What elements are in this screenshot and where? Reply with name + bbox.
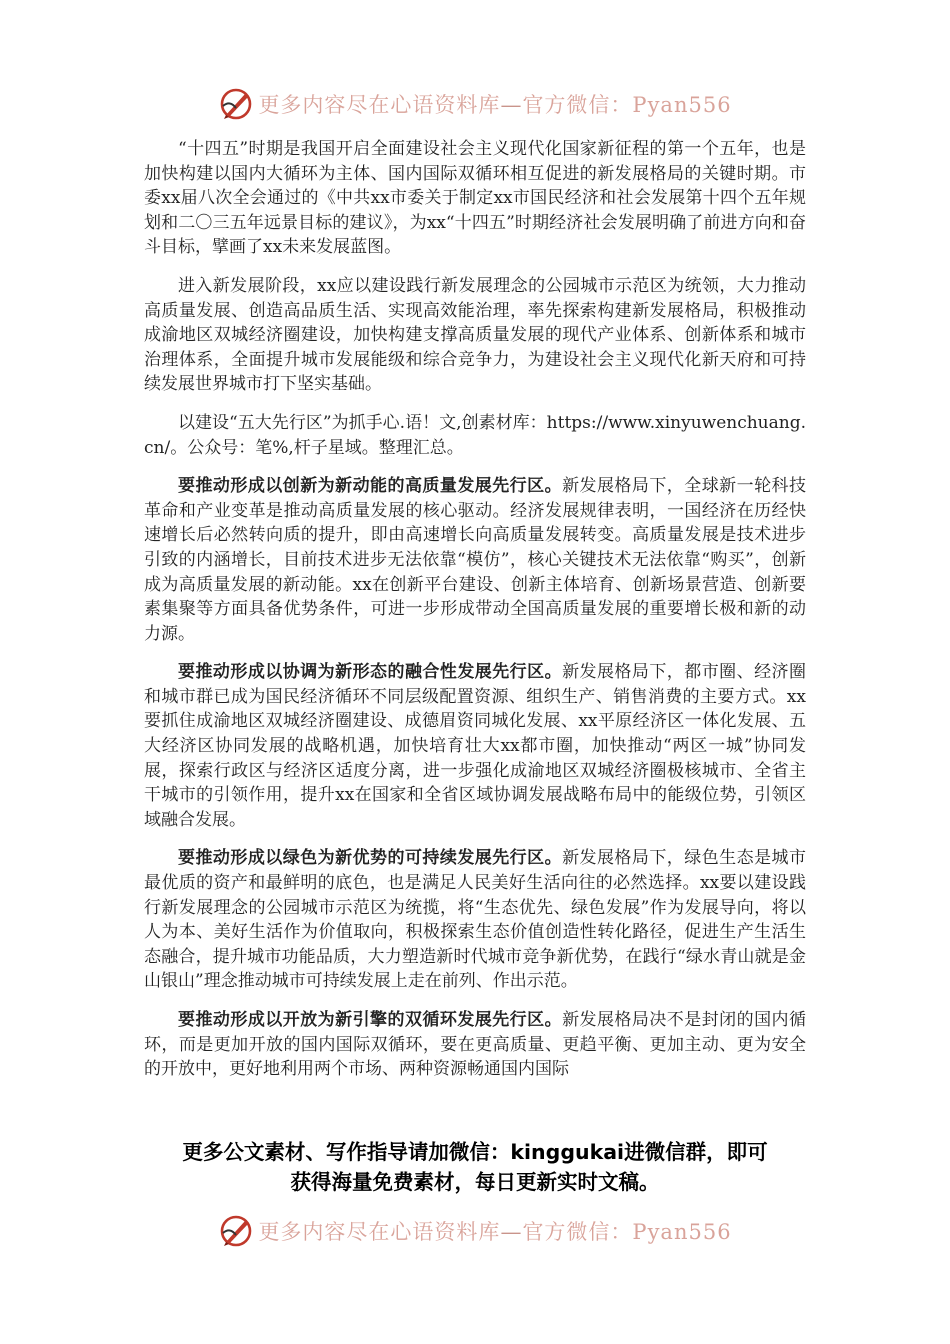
- paragraph-text: 以建设“五大先行区”为抓手心.语！文,创素材库：https://www.xinyuwenchuang.cn/。公众号：笔%,杆子星域。整理汇总。: [144, 412, 806, 458]
- paragraph-text: 进入新发展阶段，xx应以建设践行新发展理念的公园城市示范区为统领，大力推动高质量发展、创造高品质生活、实现高效能治理，率先探索构建新发展格局，积极推动成渝地区双城经济圈建设，加快构建支撑高质量发展的现代产业体系、创新体系和城市治理体系，全面提升城市发展能级和综合竞争力，为建设社会主义现代化新天府和可持续发展世界城市打下坚实基础。: [144, 275, 806, 395]
- article-body: [144, 137, 806, 1276]
- paragraph-lead: 要推动形成以创新为新动能的高质量发展先行区。: [178, 476, 563, 497]
- paragraph-lead: 要推动形成以协调为新形态的融合性发展先行区。: [178, 662, 563, 683]
- banner-text: 更多内容尽在心语资料库—官方微信：Pyan556: [258, 1220, 732, 1244]
- paragraph: [144, 1008, 806, 1082]
- paragraph-text: 新发展格局下，都市圈、经济圈和城市群已成为国民经济循环不同层级配置资源、组织生产、销售消费的主要方式。xx要抓住成渝地区双城经济圈建设、成德眉资同城化发展、xx平原经济区一体化发展、五大经济区协同发展的战略机遇，加快培育壮大xx都市圈，加快推动“两区一城”协同发展，探索行政区与经济区适度分离，进一步强化成渝地区双城经济圈极核城市、全省主干城市的引领作用，提升xx在国家和全省区域协调发展战略布局中的能级位势，引领区域融合发展。: [144, 662, 806, 830]
- header-banner: [0, 82, 950, 126]
- paragraph-text: 新发展格局决不是封闭的国内循环，而是更加开放的国内国际双循环，要在更高质量、更趋平衡、更加主动、更为安全的开放中，更好地利用两个市场、两种资源畅通国内国际: [144, 1010, 806, 1080]
- footer-banner: [0, 1209, 950, 1253]
- paragraph: [144, 411, 806, 460]
- promo-line-2: 获得海量免费素材，每日更新实时文稿。: [290, 1170, 660, 1194]
- banner-text: 更多内容尽在心语资料库—官方微信：Pyan556: [258, 93, 732, 117]
- pen-logo-icon: [218, 1213, 254, 1249]
- paragraph-lead: 要推动形成以绿色为新优势的可持续发展先行区。: [178, 848, 563, 869]
- promo-notice: [140, 1137, 810, 1197]
- promo-line-1: 更多公文素材、写作指导请加微信：kinggukai进微信群，即可: [182, 1140, 768, 1164]
- paragraph-text: 新发展格局下，绿色生态是城市最优质的资产和最鲜明的底色，也是满足人民美好生活向往的必然选择。xx要以建设践行新发展理念的公园城市示范区为统揽，将“生态优先、绿色发展”作为发展导向，将以人为本、美好生活作为价值取向，积极探索生态价值创造性转化路径，促进生产生活生态融合，提升城市功能品质，大力塑造新时代城市竞争新优势，在践行“绿水青山就是金山银山”理念推动城市可持续发展上走在前列、作出示范。: [144, 848, 806, 992]
- paragraph: [144, 474, 806, 646]
- paragraph-text: 新发展格局下，全球新一轮科技革命和产业变革是推动高质量发展的核心驱动。经济发展规律表明，一国经济在历经快速增长后必然转向质的提升，即由高速增长向高质量发展转变。高质量发展是技术进步引致的内涵增长，目前技术进步无法依靠“模仿”，核心关键技术无法依靠“购买”，创新成为高质量发展的新动能。xx在创新平台建设、创新主体培育、创新场景营造、创新要素集聚等方面具备优势条件，可进一步形成带动全国高质量发展的重要增长极和新的动力源。: [144, 476, 806, 644]
- paragraph: [144, 846, 806, 994]
- paragraph: [144, 660, 806, 832]
- pen-logo-icon: [218, 86, 254, 122]
- paragraph-text: “十四五”时期是我国开启全面建设社会主义现代化国家新征程的第一个五年，也是加快构建以国内大循环为主体、国内国际双循环相互促进的新发展格局的关键时期。市委xx届八次全会通过的《中共xx市委关于制定xx市国民经济和社会发展第十四个五年规划和二〇三五年远景目标的建议》，为xx“十四五”时期经济社会发展明确了前进方向和奋斗目标，擘画了xx未来发展蓝图。: [144, 139, 806, 258]
- paragraph: [144, 274, 806, 397]
- paragraph: [144, 137, 806, 260]
- paragraph-lead: 要推动形成以开放为新引擎的双循环发展先行区。: [178, 1010, 563, 1030]
